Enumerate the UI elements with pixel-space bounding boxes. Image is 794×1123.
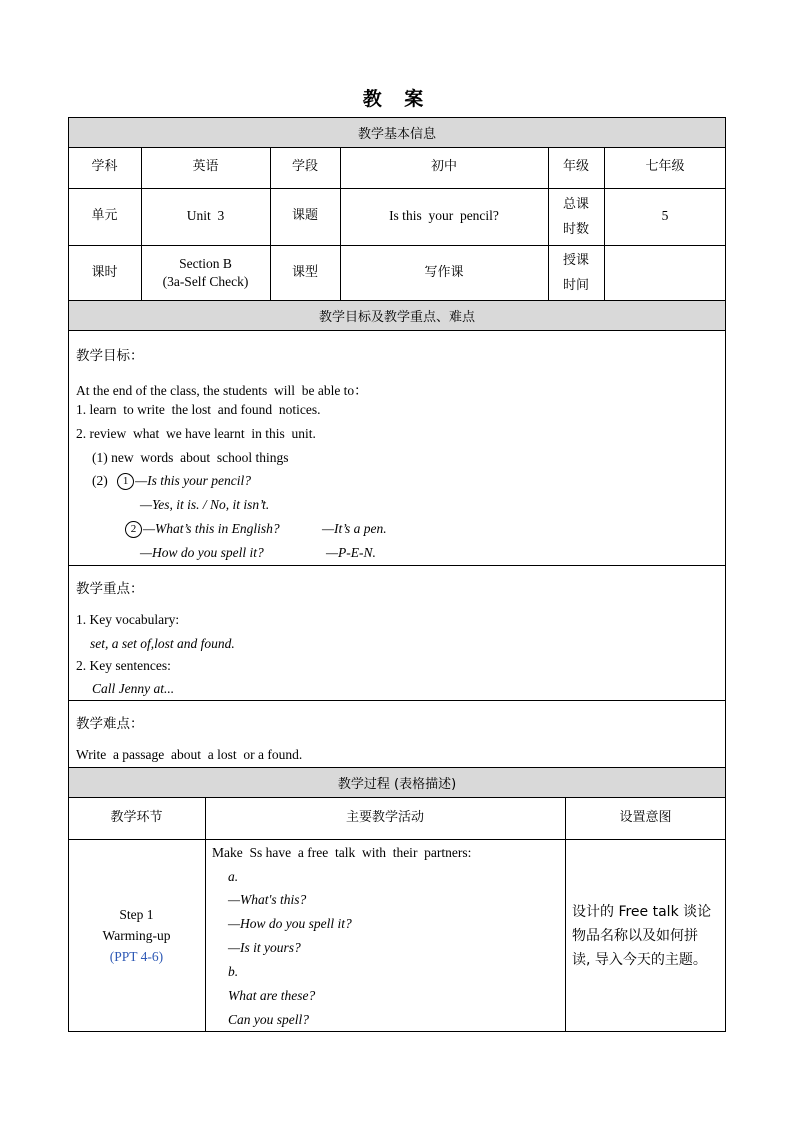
- grade-label: 年级: [562, 159, 589, 175]
- objective-answer-2: —It’s a pen.: [322, 521, 387, 536]
- col-purpose-header: 设置意图: [619, 809, 672, 825]
- grade-value: 七年级: [645, 159, 685, 175]
- activity-a-2: —How do you spell it?: [228, 916, 352, 931]
- teach-time-label: 授课 时间: [562, 253, 589, 293]
- lesson-value: Section B (3a-Self Check): [162, 256, 249, 289]
- activity-b-label: b.: [228, 964, 239, 979]
- key-point-2-detail: Call Jenny at...: [92, 681, 175, 696]
- step-ppt: (PPT 4-6): [109, 949, 164, 964]
- activity-intro: Make Ss have a free talk with their partners:: [212, 845, 472, 860]
- circled-number-2: 2: [125, 521, 142, 538]
- objective-answer-3: —P-E-N.: [326, 545, 376, 560]
- stage-label: 学段: [291, 159, 318, 175]
- activity-b-2: Can you spell?: [228, 1012, 309, 1027]
- stage-value: 初中: [430, 159, 457, 175]
- subject-value: 英语: [192, 159, 219, 175]
- purpose-text: 设计的 Free talk 谈论 物品名称以及如何拼 读, 导入今天的主题。: [572, 904, 712, 968]
- lesson-label: 课时: [91, 264, 118, 280]
- objective-item-2: 2. review what we have learnt in this unit.: [76, 426, 316, 441]
- objective-answer-1: —Yes, it is. / No, it isn’t.: [140, 497, 270, 512]
- activity-a-label: a.: [228, 869, 239, 884]
- objectives-header: 教学目标及教学重点、难点: [68, 300, 726, 331]
- step-1-cell: [68, 839, 205, 1032]
- activity-b-1: What are these?: [228, 988, 316, 1003]
- subject-label: 学科: [91, 159, 118, 175]
- total-hours-value: 5: [661, 208, 669, 224]
- difficulties-label: 教学难点：: [76, 716, 144, 732]
- teach-time-value: [604, 245, 726, 301]
- page-title: 教 案: [362, 88, 432, 110]
- key-points-label: 教学重点：: [76, 581, 144, 597]
- activity-a-3: —Is it yours?: [228, 940, 301, 955]
- step-name: Warming-up: [102, 928, 171, 943]
- circled-number-1: 1: [117, 473, 134, 490]
- step-number: Step 1: [119, 907, 154, 922]
- type-label: 课型: [291, 264, 318, 280]
- col-activity-header: 主要教学活动: [345, 809, 424, 825]
- total-hours-label: 总课 时数: [562, 196, 589, 237]
- difficulties-text: Write a passage about a lost or a found.: [76, 747, 303, 762]
- objective-sub-1: (1) new words about school things: [92, 450, 289, 465]
- activity-a-1: —What's this?: [228, 892, 307, 907]
- topic-label: 课题: [291, 208, 318, 224]
- key-point-2: 2. Key sentences:: [76, 658, 171, 673]
- key-point-1-detail: set, a set of,lost and found.: [90, 636, 235, 651]
- objective-sub-2: (2) 1 —Is this your pencil?: [92, 473, 251, 490]
- unit-label: 单元: [91, 208, 118, 224]
- col-stage-header: 教学环节: [110, 809, 163, 825]
- objective-question-3: —How do you spell it?: [140, 545, 264, 560]
- objectives-intro: At the end of the class, the students will be able to：: [76, 383, 368, 398]
- topic-value: Is this your pencil?: [389, 208, 499, 224]
- process-header: 教学过程 (表格描述): [68, 767, 726, 798]
- basic-info-header: 教学基本信息: [68, 117, 726, 148]
- key-point-1: 1. Key vocabulary:: [76, 612, 180, 627]
- objectives-label: 教学目标：: [76, 348, 144, 364]
- unit-value: Unit 3: [186, 208, 225, 224]
- objective-item-1: 1. learn to write the lost and found notices.: [76, 402, 321, 417]
- objective-question-2: 2 —What’s this in English?: [125, 521, 280, 538]
- type-value: 写作课: [424, 264, 464, 280]
